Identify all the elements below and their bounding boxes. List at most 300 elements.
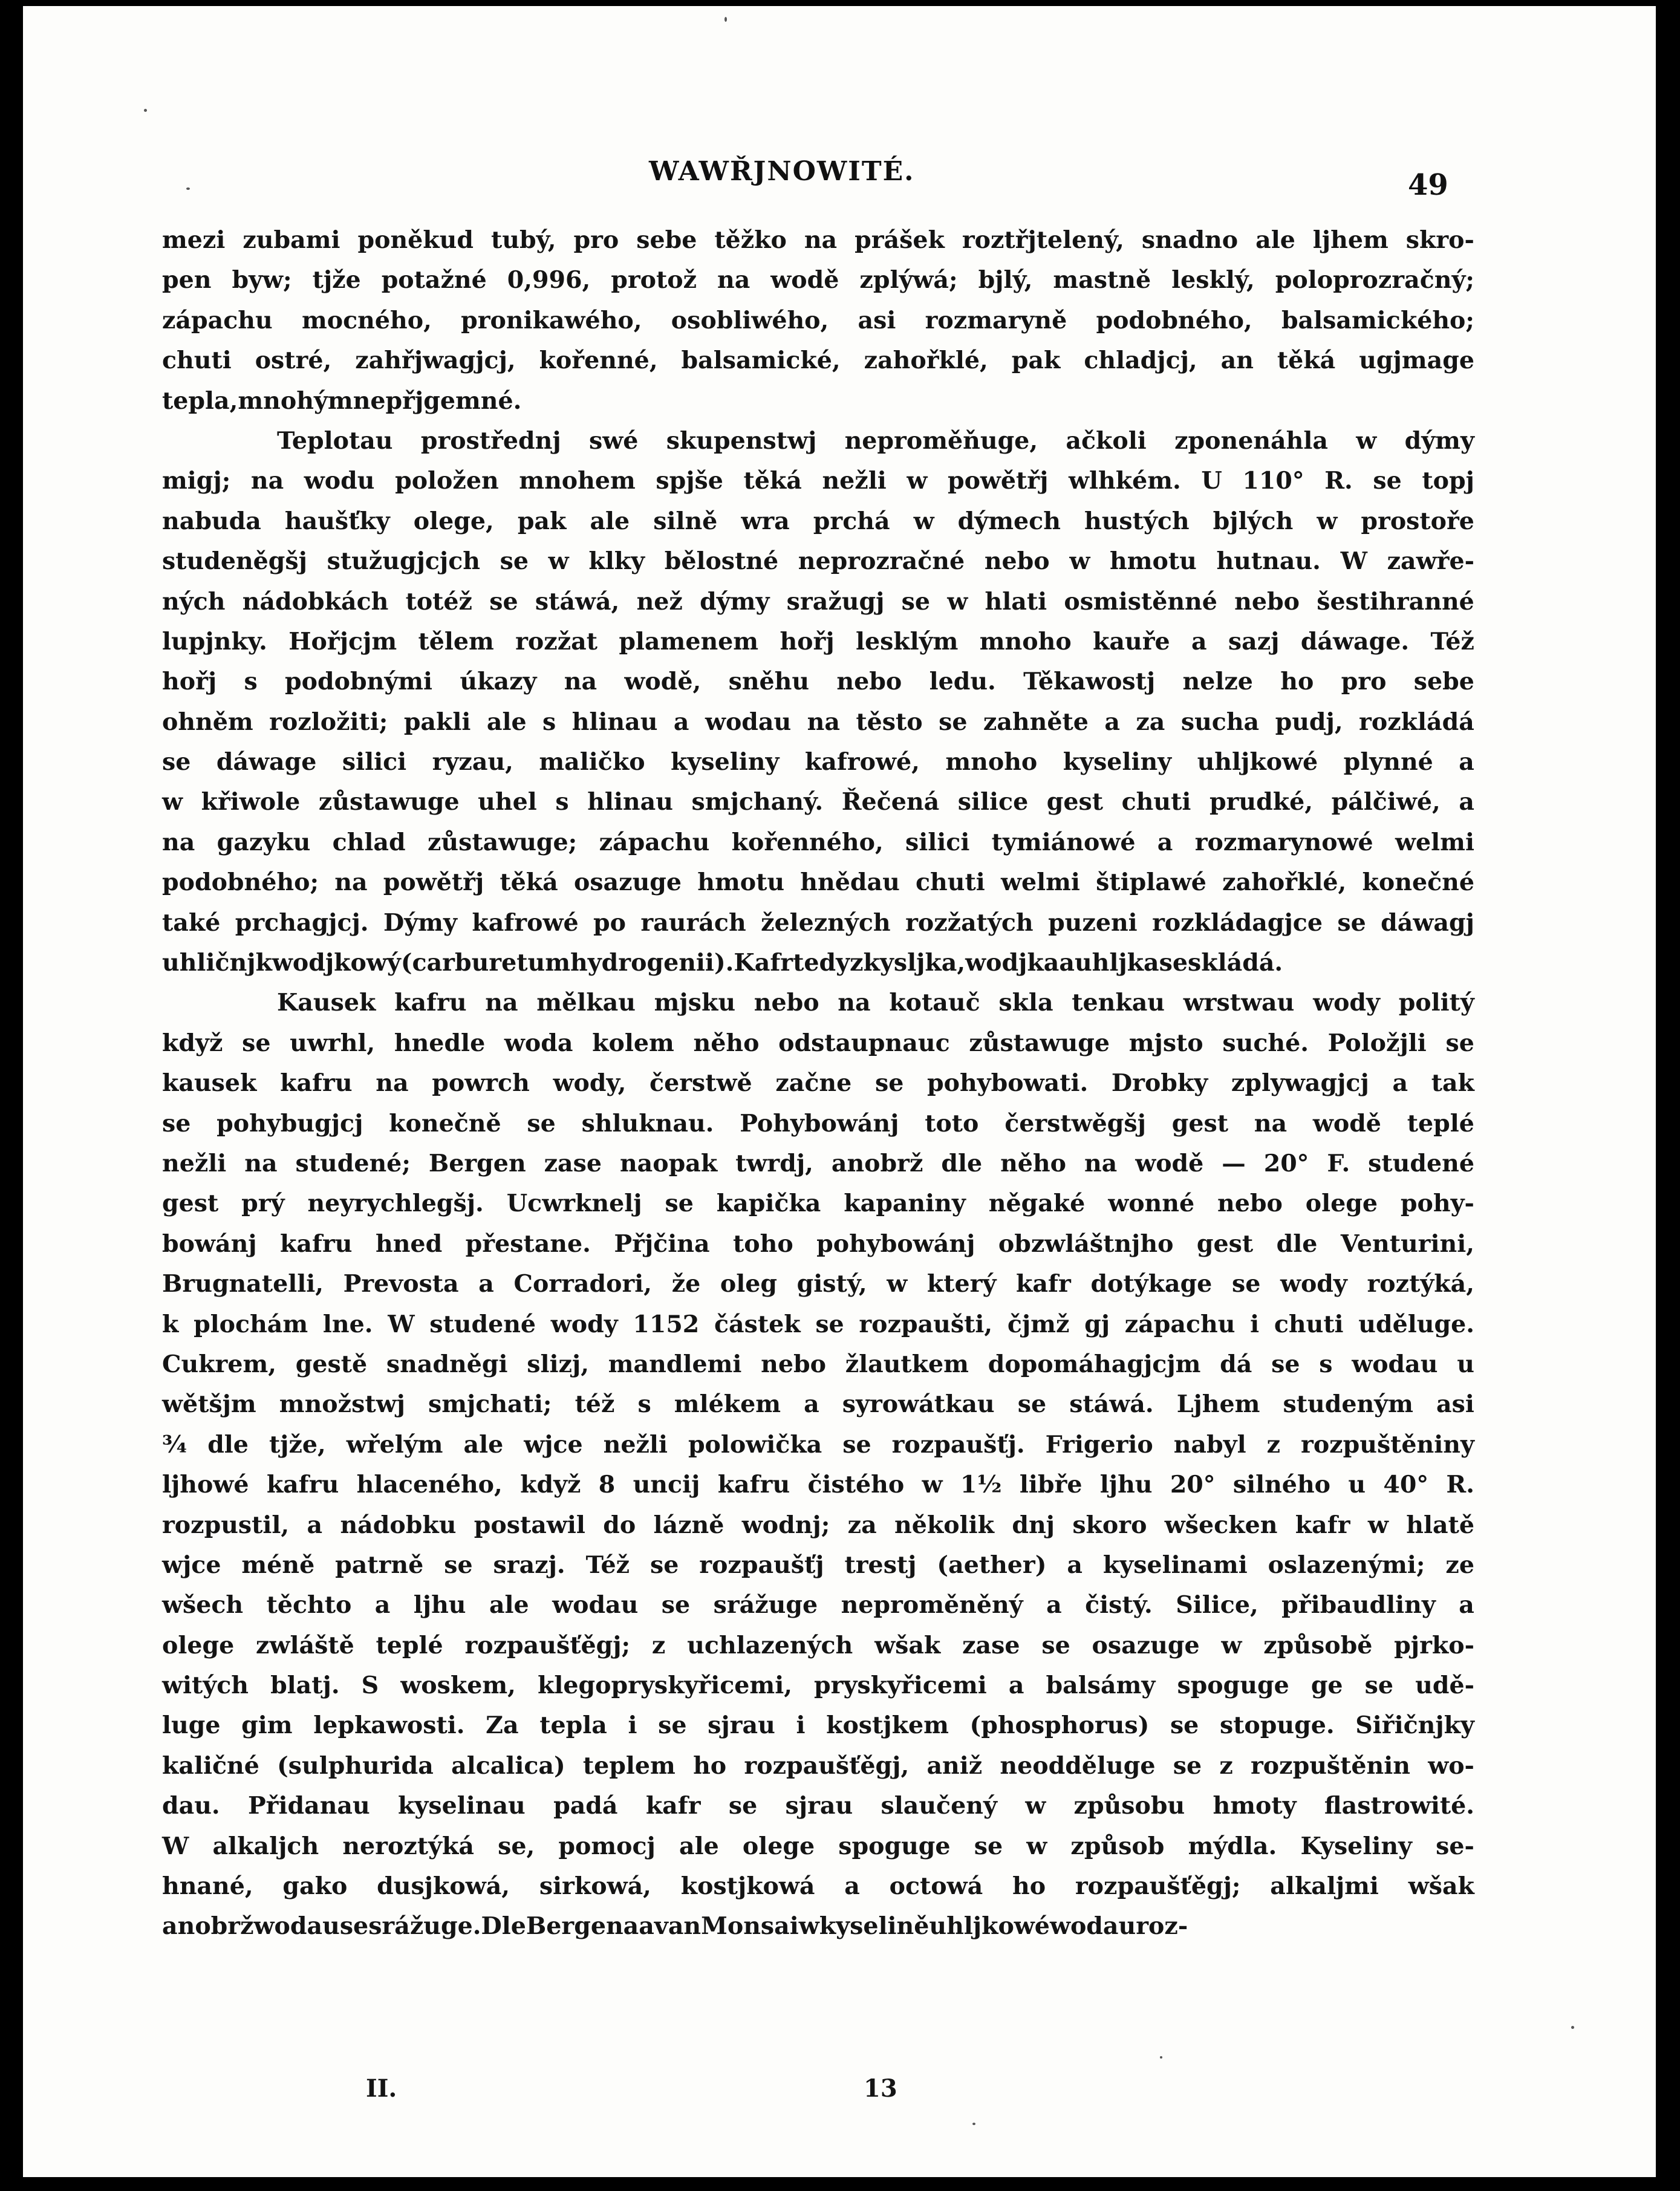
- word: zubami: [243, 226, 340, 254]
- word: gim: [241, 1711, 293, 1740]
- word: wšak: [874, 1631, 941, 1659]
- word: a: [1459, 788, 1474, 816]
- word: kafru: [280, 1069, 353, 1098]
- word: w: [1025, 1792, 1046, 1820]
- word: 0,996,: [507, 266, 591, 295]
- word: w: [1221, 1631, 1242, 1659]
- word: hlinau: [587, 788, 673, 816]
- word: kotauč: [889, 989, 980, 1017]
- word: bowánj: [162, 1229, 257, 1258]
- text-line: [162, 903, 1474, 943]
- word: těsto: [856, 708, 923, 736]
- word: wřelým: [346, 1430, 443, 1459]
- word: na: [1084, 1149, 1118, 1177]
- word: mnohým: [238, 386, 353, 415]
- word: a: [804, 1390, 819, 1419]
- word: maličko: [539, 748, 645, 776]
- word: u: [1348, 1471, 1366, 1499]
- word: méně: [241, 1551, 315, 1579]
- word: nebo: [761, 1350, 826, 1378]
- word: nebo: [836, 668, 902, 696]
- word: Brugnatelli,: [162, 1270, 324, 1298]
- word: haušťky: [284, 507, 390, 535]
- word: ale: [489, 1591, 529, 1620]
- word: olege,: [413, 507, 494, 535]
- text-line: [162, 1746, 1474, 1786]
- word: wrstwau: [1183, 989, 1295, 1017]
- word: se: [939, 708, 968, 736]
- word: štiplawé: [1096, 868, 1206, 897]
- word: se: [1271, 1350, 1300, 1378]
- word: když: [520, 1471, 581, 1499]
- word: na: [244, 1149, 278, 1177]
- word: Těkawostj: [1023, 668, 1156, 696]
- word: anobrž: [831, 1149, 923, 1177]
- text-line: [162, 1866, 1474, 1906]
- word: hydrogenii).: [570, 949, 734, 977]
- text-line: [162, 1906, 1474, 1946]
- word: neprozračné: [798, 547, 965, 576]
- word: do: [603, 1511, 636, 1539]
- word: hlaceného,: [356, 1471, 503, 1499]
- word: rozkládá: [1359, 708, 1474, 736]
- word: wodě: [1312, 1109, 1381, 1138]
- word: gest: [1171, 1109, 1228, 1138]
- word: se-: [1436, 1832, 1474, 1860]
- word: na: [717, 266, 750, 295]
- word: olege: [162, 1631, 235, 1659]
- word: těžko: [714, 226, 787, 254]
- word: kauře: [1093, 627, 1170, 656]
- word: wšak: [1408, 1872, 1474, 1901]
- word: blatj.: [270, 1672, 340, 1700]
- word: přestane.: [465, 1229, 591, 1258]
- word: hutnau.: [1216, 547, 1321, 576]
- word: pak: [517, 507, 567, 535]
- word: plamenem: [619, 627, 759, 656]
- word: rozpuštěniny: [1301, 1430, 1474, 1459]
- word: po: [593, 908, 626, 937]
- word: a: [1067, 1551, 1083, 1579]
- word: uděluge.: [1358, 1310, 1474, 1338]
- word: neroztýká: [342, 1832, 474, 1860]
- word: i: [796, 1711, 806, 1740]
- word: puzeni: [1048, 908, 1138, 937]
- word: spoguge: [1177, 1672, 1289, 1700]
- word: hmotu: [1109, 547, 1197, 576]
- word: se,: [498, 1832, 535, 1860]
- word: ohněm: [162, 708, 253, 736]
- paper-speck: [144, 109, 147, 112]
- word: něho: [693, 1029, 760, 1057]
- word: se: [815, 1310, 844, 1338]
- word: prchá: [813, 507, 890, 535]
- word: wody: [550, 1310, 618, 1338]
- word: W: [1340, 547, 1367, 576]
- word: snadno: [1141, 226, 1239, 254]
- word: kafru: [394, 989, 467, 1017]
- word: dotýkage: [1090, 1270, 1213, 1298]
- word: W: [388, 1310, 415, 1338]
- word: srazj.: [493, 1551, 565, 1579]
- word: chladjcj,: [1084, 347, 1197, 375]
- word: zwláště: [256, 1631, 354, 1659]
- word: Dýmy: [383, 908, 457, 937]
- word: w: [922, 1471, 943, 1499]
- word: skupenstwj: [666, 426, 817, 455]
- word: Ljhem: [1176, 1390, 1260, 1419]
- word: částek: [714, 1310, 801, 1338]
- word: wodu: [304, 467, 375, 495]
- word: hlatě: [1406, 1511, 1474, 1539]
- text-line: [162, 1104, 1474, 1144]
- word: se: [1445, 1029, 1474, 1057]
- word: roztřjtelený,: [962, 226, 1124, 254]
- word: poněkud: [357, 226, 474, 254]
- word: kafru: [266, 1471, 339, 1499]
- word: pohybugjcj: [217, 1109, 363, 1138]
- signature-mark: 13: [864, 2074, 897, 2103]
- word: zůstawuge: [318, 788, 460, 816]
- word: wodau: [705, 708, 792, 736]
- word: rozložiti;: [269, 708, 388, 736]
- word: snadněgi: [386, 1350, 508, 1378]
- word: hořj: [162, 668, 217, 696]
- word: plynné: [1343, 748, 1433, 776]
- word: pjrko-: [1394, 1631, 1474, 1659]
- word: Pohybowánj: [740, 1109, 899, 1138]
- word: pakli: [403, 708, 471, 736]
- word: rozpustil,: [162, 1511, 290, 1539]
- word: wodě: [770, 266, 839, 295]
- word: kapička: [716, 1190, 821, 1218]
- word: ho: [1280, 668, 1314, 696]
- word: toho: [733, 1229, 793, 1258]
- word: mělkau: [536, 989, 636, 1017]
- word: srážuge: [713, 1591, 818, 1620]
- word: rozpaušťj: [699, 1551, 824, 1579]
- word: se: [974, 1832, 1003, 1860]
- word: se: [444, 1551, 473, 1579]
- word: se: [1231, 1270, 1261, 1298]
- word: podobnými: [285, 668, 433, 696]
- word: wodau: [1049, 1912, 1136, 1941]
- word: dopomáhagjcjm: [988, 1350, 1201, 1378]
- word: a: [1459, 748, 1474, 776]
- word: powětřj: [947, 467, 1049, 495]
- word: tymiánowé: [991, 828, 1136, 856]
- word: nebo: [1234, 587, 1300, 616]
- word: Corradori,: [513, 1270, 653, 1298]
- word: suché.: [1222, 1029, 1309, 1057]
- word: roz-: [1136, 1912, 1188, 1941]
- word: dusjkowá,: [377, 1872, 510, 1901]
- word: an: [1220, 347, 1254, 375]
- paper-speck: [1160, 2056, 1162, 2059]
- text-line: [162, 943, 1474, 983]
- word: se: [162, 748, 191, 776]
- word: uhličnjk: [162, 949, 272, 977]
- word: neproměňuge,: [844, 426, 1038, 455]
- page-number: 49: [1408, 168, 1448, 202]
- body-text: [162, 220, 1474, 1947]
- word: z: [1219, 1751, 1233, 1780]
- word: pro: [1341, 668, 1387, 696]
- word: který: [926, 1270, 997, 1298]
- word: ných: [162, 587, 226, 616]
- word: migj;: [162, 467, 231, 495]
- text-line: [162, 421, 1474, 461]
- word: studeným: [1283, 1390, 1413, 1419]
- word: ostré,: [255, 347, 332, 375]
- word: tepla,: [162, 386, 238, 415]
- paper-speck: [186, 187, 190, 190]
- word: twrdj,: [735, 1149, 813, 1177]
- paper-speck: [724, 17, 727, 22]
- word: w: [1069, 547, 1090, 576]
- word: ale: [590, 507, 630, 535]
- word: a: [639, 1912, 654, 1941]
- word: se: [842, 1430, 871, 1459]
- word: pak: [1011, 347, 1061, 375]
- word: prý: [241, 1190, 285, 1218]
- word: na: [334, 868, 368, 897]
- word: a: [1059, 949, 1075, 977]
- word: křiwole: [201, 788, 301, 816]
- word: kyselině: [819, 1912, 930, 1941]
- word: Frigerio: [1045, 1430, 1153, 1459]
- word: zůstawuge: [969, 1029, 1110, 1057]
- word: nepřjgemné.: [353, 386, 522, 415]
- word: na: [564, 668, 597, 696]
- word: ljhu: [413, 1591, 466, 1620]
- word: teplé: [376, 1631, 443, 1659]
- word: mlékem: [674, 1390, 781, 1419]
- word: Též: [585, 1551, 630, 1579]
- word: mastně: [1053, 266, 1151, 295]
- word: sražugj: [786, 587, 885, 616]
- word: hnědau: [800, 868, 900, 897]
- word: gest: [1196, 1229, 1254, 1258]
- word: zase: [962, 1631, 1020, 1659]
- word: a: [844, 1872, 860, 1901]
- text-line: [162, 501, 1474, 541]
- word: rozpaušťěgj,: [744, 1751, 910, 1780]
- word: chuti: [915, 868, 985, 897]
- word: hořj: [780, 627, 835, 656]
- word: ledu.: [929, 668, 996, 696]
- word: —: [1222, 1149, 1246, 1177]
- word: raurách: [640, 908, 746, 937]
- word: čistého: [807, 1471, 905, 1499]
- word: U: [1201, 467, 1222, 495]
- word: rozpuštěnin: [1250, 1751, 1410, 1780]
- word: (carburetum: [400, 949, 571, 977]
- word: byw;: [232, 266, 292, 295]
- word: u: [1457, 1350, 1474, 1378]
- word: nebo: [1217, 1190, 1283, 1218]
- word: wody,: [553, 1069, 627, 1098]
- word: dle: [941, 1149, 983, 1177]
- text-line: [162, 702, 1474, 742]
- word: osmistěnné: [1064, 587, 1217, 616]
- word: nežli: [822, 467, 887, 495]
- word: 40°: [1383, 1471, 1429, 1499]
- word: lesklý,: [1171, 266, 1255, 295]
- word: nádobku: [340, 1511, 457, 1539]
- word: hmotu: [697, 868, 785, 897]
- word: Siřičnjky: [1355, 1711, 1474, 1740]
- word: několik: [894, 1511, 994, 1539]
- word: položen: [395, 467, 499, 495]
- word: trestj: [844, 1551, 917, 1579]
- word: anobrž: [162, 1912, 254, 1941]
- word: nebo: [754, 989, 819, 1017]
- word: slaučený: [881, 1792, 997, 1820]
- word: se: [1170, 1711, 1199, 1740]
- word: powětřj: [383, 868, 484, 897]
- word: witých: [162, 1672, 249, 1700]
- word: R.: [1446, 1471, 1474, 1499]
- word: wjce: [524, 1430, 583, 1459]
- word: a: [307, 1511, 323, 1539]
- text-line: [162, 1425, 1474, 1465]
- word: balsamické,: [681, 347, 841, 375]
- word: nebo: [984, 547, 1050, 576]
- word: w: [947, 587, 968, 616]
- word: na: [250, 467, 284, 495]
- word: zápachu: [1124, 1310, 1236, 1338]
- text-line: [162, 260, 1474, 300]
- word: osazuge: [1092, 1631, 1200, 1659]
- word: chlad: [332, 828, 406, 856]
- text-line: [162, 381, 1474, 421]
- word: Teplotau: [277, 426, 393, 455]
- word: wjce: [162, 1551, 221, 1579]
- word: topj: [1422, 467, 1474, 495]
- word: z: [651, 1631, 666, 1659]
- text-line: [162, 1224, 1474, 1264]
- word: teplé: [1407, 1109, 1474, 1138]
- word: sebe: [1413, 668, 1474, 696]
- word: sjrau: [708, 1711, 775, 1740]
- word: obzwláštnjho: [998, 1229, 1174, 1258]
- word: a: [1459, 1591, 1474, 1620]
- word: stáwá.: [1069, 1390, 1154, 1419]
- word: s: [244, 668, 258, 696]
- word: se: [500, 547, 529, 576]
- word: rozkládagjce: [1152, 908, 1323, 937]
- word: a: [673, 708, 689, 736]
- word: Ucwrknelj: [506, 1190, 642, 1218]
- word: ale: [679, 1832, 719, 1860]
- word: rozžatých: [905, 908, 1034, 937]
- word: w: [1317, 507, 1338, 535]
- word: i: [789, 1912, 799, 1941]
- word: stužugjcjch: [327, 547, 480, 576]
- word: pálčiwé,: [1331, 788, 1441, 816]
- word: uhel: [478, 788, 537, 816]
- word: dle: [207, 1430, 249, 1459]
- word: alkaljch: [212, 1832, 319, 1860]
- word: spoguge: [838, 1832, 951, 1860]
- word: přibaudliny: [1281, 1591, 1436, 1620]
- word: podobného,: [1096, 306, 1252, 334]
- word: způsobě: [1263, 1631, 1373, 1659]
- word: dau.: [162, 1792, 220, 1820]
- word: mýdla.: [1188, 1832, 1277, 1860]
- word: prášek: [855, 226, 945, 254]
- word: stopuge.: [1219, 1711, 1335, 1740]
- word: tjže: [312, 266, 361, 295]
- word: se: [1173, 1751, 1202, 1780]
- word: wodau: [552, 1591, 639, 1620]
- word: hlinau: [571, 708, 658, 736]
- word: toto: [925, 1109, 979, 1138]
- word: a: [1008, 1672, 1024, 1700]
- word: podobného;: [162, 868, 319, 897]
- word: tjže,: [269, 1430, 326, 1459]
- text-line: [162, 622, 1474, 662]
- word: rozpaušťěgj;: [464, 1631, 631, 1659]
- word: potažné: [381, 266, 487, 295]
- word: i: [628, 1711, 637, 1740]
- word: postawil: [474, 1511, 585, 1539]
- word: 1152: [633, 1310, 700, 1338]
- word: hmoty: [1213, 1792, 1297, 1820]
- text-line: [162, 1465, 1474, 1505]
- word: dle: [1276, 1229, 1318, 1258]
- word: octowá: [889, 1872, 983, 1901]
- word: kafrowé: [472, 908, 579, 937]
- word: neodděluge: [1000, 1751, 1156, 1780]
- word: teplem: [582, 1751, 676, 1780]
- word: dáwage: [216, 748, 317, 776]
- word: gest: [1046, 788, 1104, 816]
- word: než: [636, 587, 683, 616]
- word: wodjkowý: [272, 949, 401, 977]
- word: Silice,: [1176, 1591, 1258, 1620]
- word: něho: [1000, 1149, 1066, 1177]
- word: olege: [742, 1832, 815, 1860]
- word: zponenáhla: [1174, 426, 1328, 455]
- word: spjše: [656, 467, 723, 495]
- word: slizj,: [527, 1350, 589, 1378]
- paper-speck: [972, 2123, 975, 2125]
- text-line: [162, 1144, 1474, 1183]
- word: wodě,: [624, 668, 702, 696]
- word: dnj: [1012, 1511, 1055, 1539]
- word: zplýwá;: [859, 266, 958, 295]
- word: chuti: [1274, 1310, 1344, 1338]
- word: se: [658, 1711, 687, 1740]
- word: se: [527, 1109, 556, 1138]
- word: udě-: [1415, 1672, 1474, 1700]
- word: silně: [653, 507, 718, 535]
- word: a: [374, 1591, 391, 1620]
- word: nelze: [1182, 668, 1253, 696]
- word: gj: [1084, 1310, 1110, 1338]
- word: poloprozračný;: [1275, 266, 1474, 295]
- word: Bergena: [526, 1912, 639, 1941]
- text-line: [162, 1384, 1474, 1424]
- word: pohy-: [1400, 1190, 1474, 1218]
- word: sněhu: [728, 668, 810, 696]
- word: woda: [504, 1029, 573, 1057]
- word: ¾: [162, 1430, 187, 1459]
- word: F.: [1327, 1149, 1350, 1177]
- word: se: [661, 1591, 691, 1620]
